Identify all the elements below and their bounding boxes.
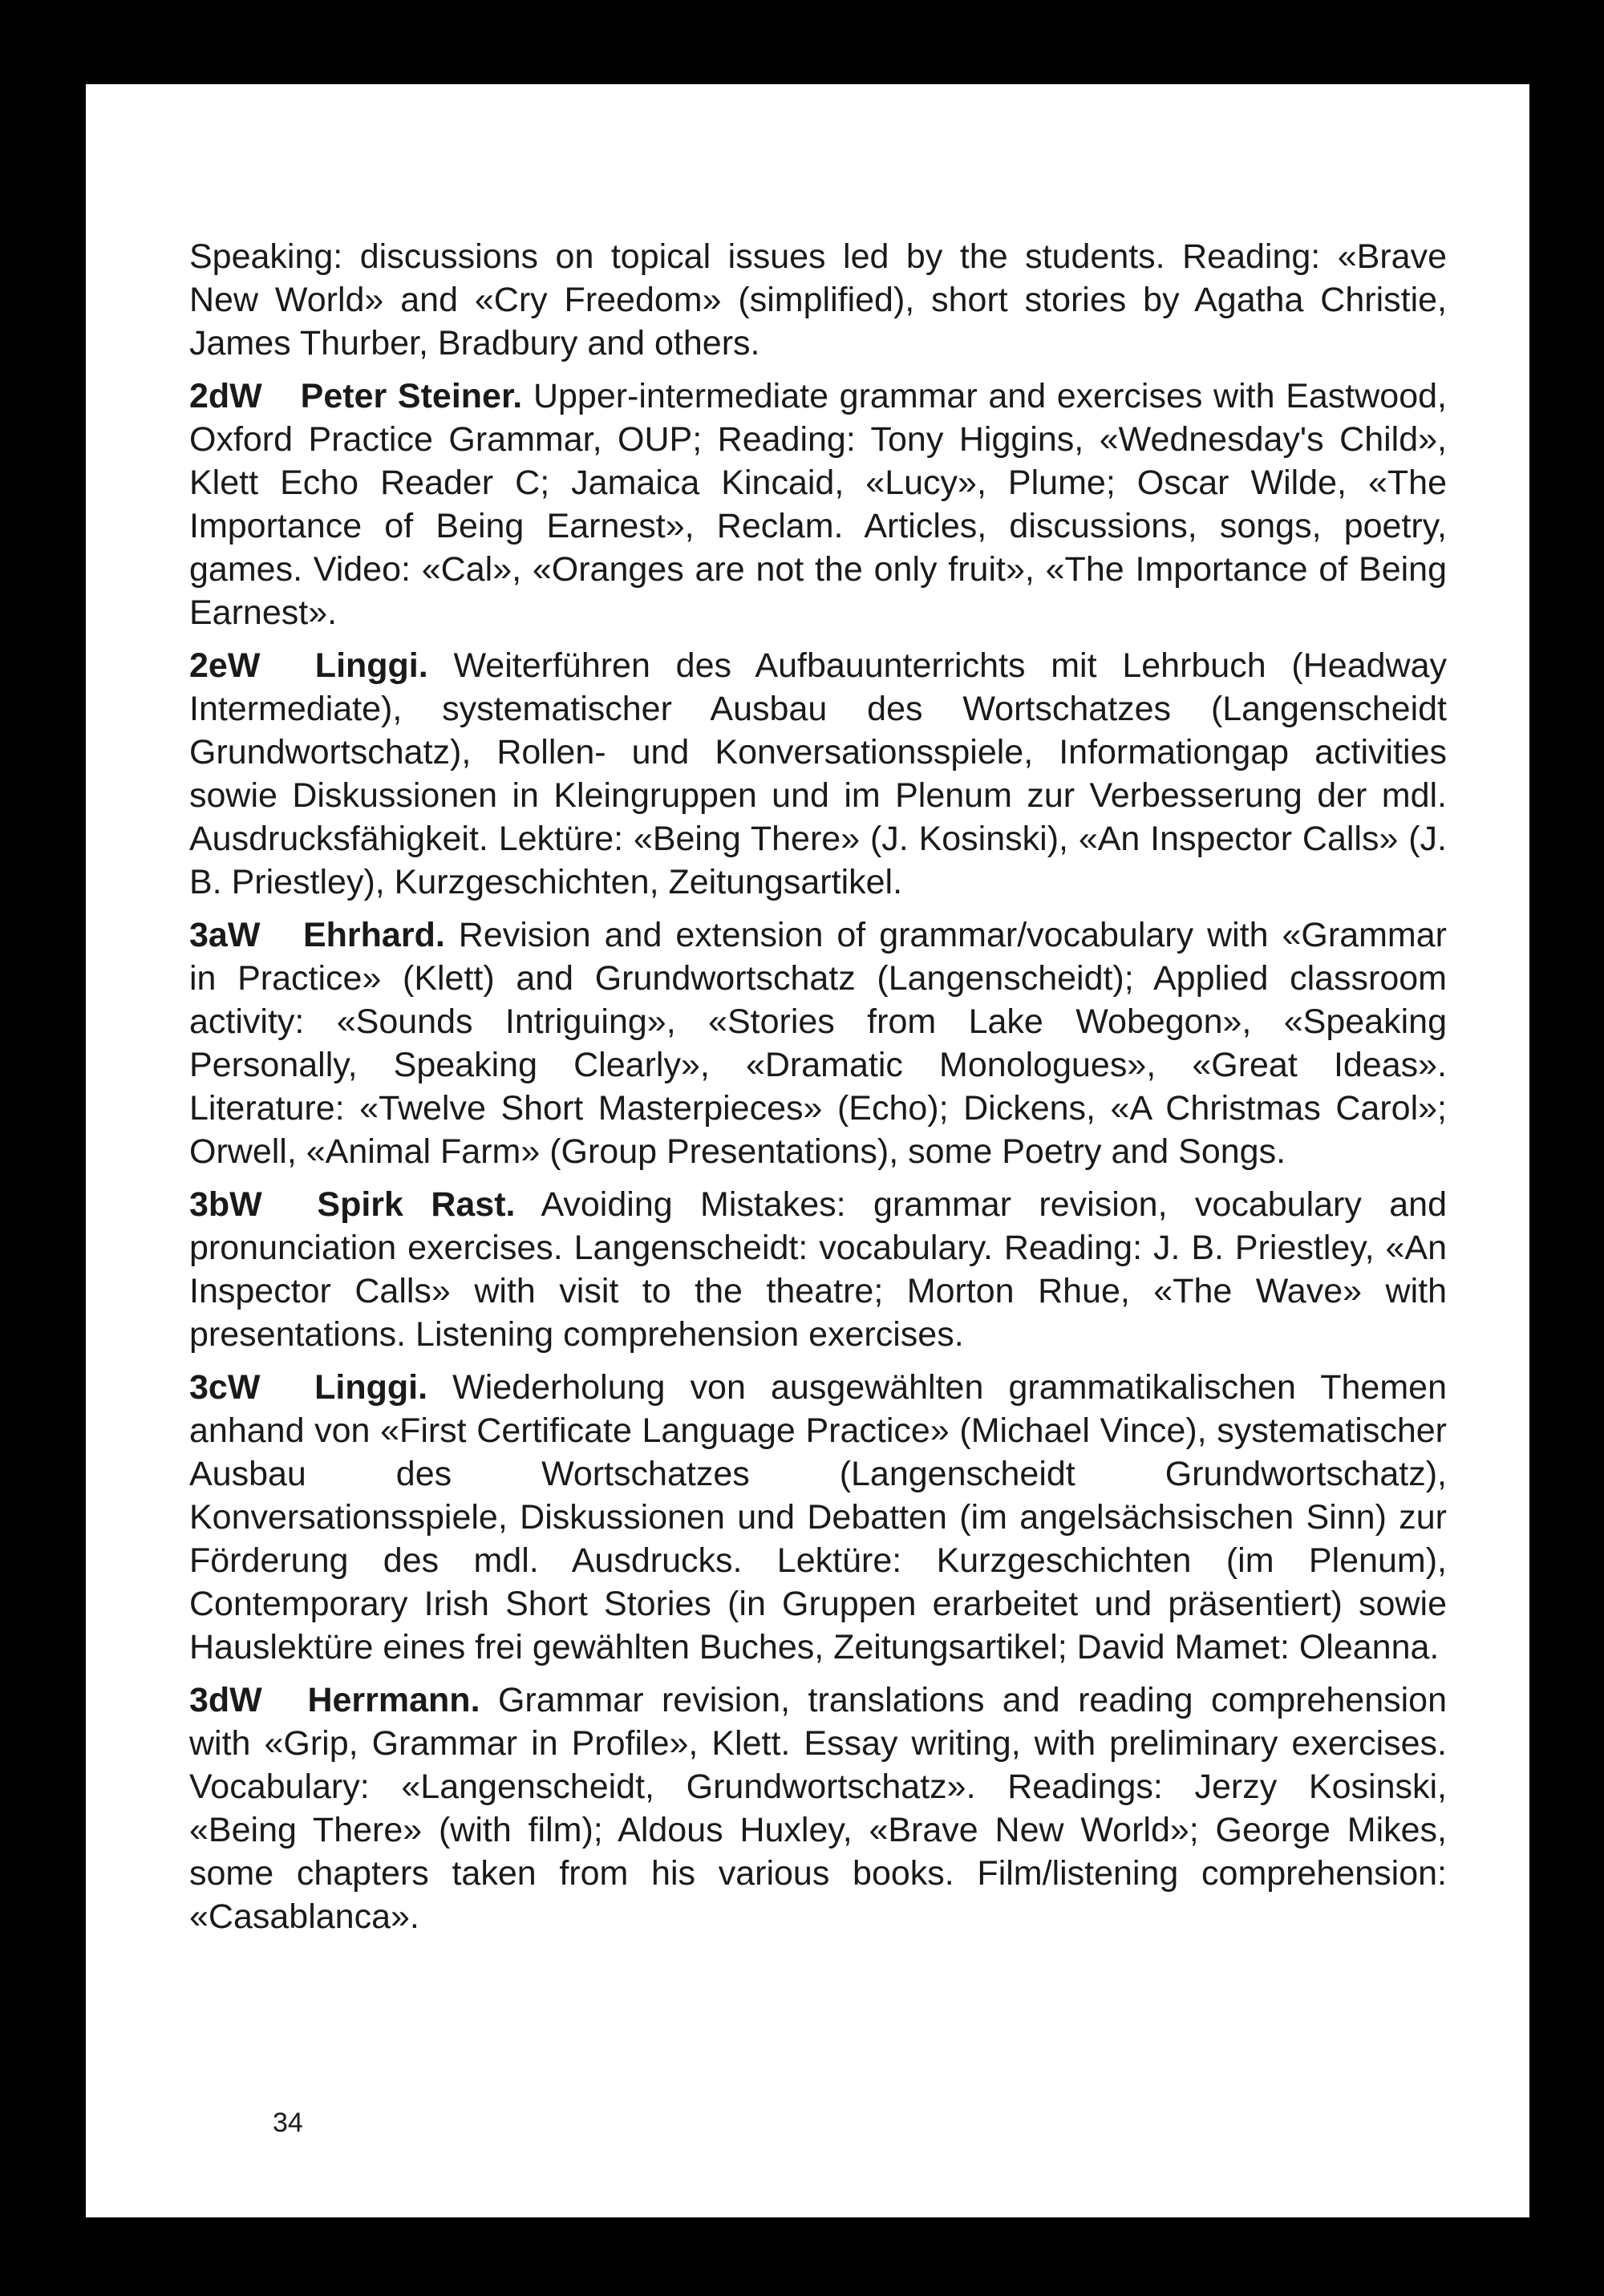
teacher-name: Peter Steiner. <box>300 377 523 415</box>
course-entry-3cw <box>189 1366 1447 1669</box>
teacher-name: Linggi. <box>314 1368 428 1407</box>
page-body <box>189 235 1447 1948</box>
course-entry-3bw <box>189 1183 1447 1356</box>
course-description: Weiterführen des Aufbauunterrichts mit Lehrbuch (Headway Intermediate), systematischer Ausbau des Wortschatzes (Langenscheidt Grundwortschatz), Rollen- und Konversationsspiele, Informationgap activities sowie Diskussionen in Kleingruppen und im Plenum zur Verbesserung der mdl. Ausdrucksfähigkeit. Lektüre: «Being There» (J. Kosinski), «An Inspector Calls» (J. B. Priestley), Kurzgeschichten, Zeitungsartikel. <box>189 646 1448 901</box>
teacher-name: Linggi. <box>314 646 428 685</box>
course-entry-3dw <box>189 1678 1447 1938</box>
teacher-name: Spirk Rast. <box>317 1185 516 1224</box>
class-code: 2dW <box>189 377 262 415</box>
course-description: Revision and extension of grammar/vocabulary with «Grammar in Practice» (Klett) and Grundwortschatz (Langenscheidt); Applied classroom activity: «Sounds Intriguing», «Stories from Lake Wobegon», «Speaking Personally, Speaking Clearly», «Dramatic Monologues», «Great Ideas». Literature: «Twelve Short Masterpieces» (Echo); Dickens, «A Christmas Carol»; Orwell, «Animal Farm» (Group Presentations), some Poetry and Songs. <box>189 916 1447 1171</box>
course-description: Wiederholung von ausgewählten grammatikalischen Themen anhand von «First Certificate Language Practice» (Michael Vince), systematischer Ausbau des Wortschatzes (Langenscheidt Grundwortschatz), Konversationsspiele, Diskussionen und Debatten (im angelsächsischen Sinn) zur Förderung des mdl. Ausdrucks. Lektüre: Kurzgeschichten (im Plenum), Contemporary Irish Short Stories (in Gruppen erarbeitet und präsentiert) sowie Hauslektüre eines frei gewählten Buches, Zeitungsartikel; David Mamet: Oleanna. <box>189 1368 1447 1666</box>
teacher-name: Herrmann. <box>307 1681 480 1719</box>
teacher-name: Ehrhard. <box>302 916 445 954</box>
course-description: Upper-intermediate grammar and exercises with Eastwood, Oxford Practice Grammar, OUP; Reading: Tony Higgins, «Wednesday's Child», Klett Echo Reader C; Jamaica Kincaid, «Lucy», Plume; Oscar Wilde, «The Importance of Being Earnest», Reclam. Articles, discussions, songs, poetry, games. Video: «Cal», «Oranges are not the only fruit», «The Importance of Being Earnest». <box>189 377 1447 632</box>
class-code: 3bW <box>189 1185 262 1224</box>
page-number: 34 <box>273 2108 303 2138</box>
class-code: 2eW <box>189 646 261 685</box>
course-entry-2dw <box>189 375 1447 634</box>
intro-text: Speaking: discussions on topical issues led by the students. Reading: «Brave New World» and «Cry Freedom» (simplified), short stories by Agatha Christie, James Thurber, Bradbury and others. <box>189 237 1447 362</box>
course-entry-3aw <box>189 913 1447 1173</box>
intro-paragraph <box>189 235 1447 365</box>
course-entry-2ew <box>189 644 1447 904</box>
class-code: 3cW <box>189 1368 261 1407</box>
course-description: Avoiding Mistakes: grammar revision, vocabulary and pronunciation exercises. Langenscheidt: vocabulary. Reading: J. B. Priestley, «An Inspector Calls» with visit to the theatre; Morton Rhue, «The Wave» with presentations. Listening comprehension exercises. <box>189 1185 1447 1354</box>
class-code: 3dW <box>189 1681 262 1719</box>
class-code: 3aW <box>189 916 261 954</box>
course-description: Grammar revision, translations and reading comprehension with «Grip, Grammar in Profile», Klett. Essay writing, with preliminary exercises. Vocabulary: «Langenscheidt, Grundwortschatz». Readings: Jerzy Kosinski, «Being There» (with film); Aldous Huxley, «Brave New World»; George Mikes, some chapters taken from his various books. Film/listening comprehension: «Casablanca». <box>189 1681 1447 1936</box>
